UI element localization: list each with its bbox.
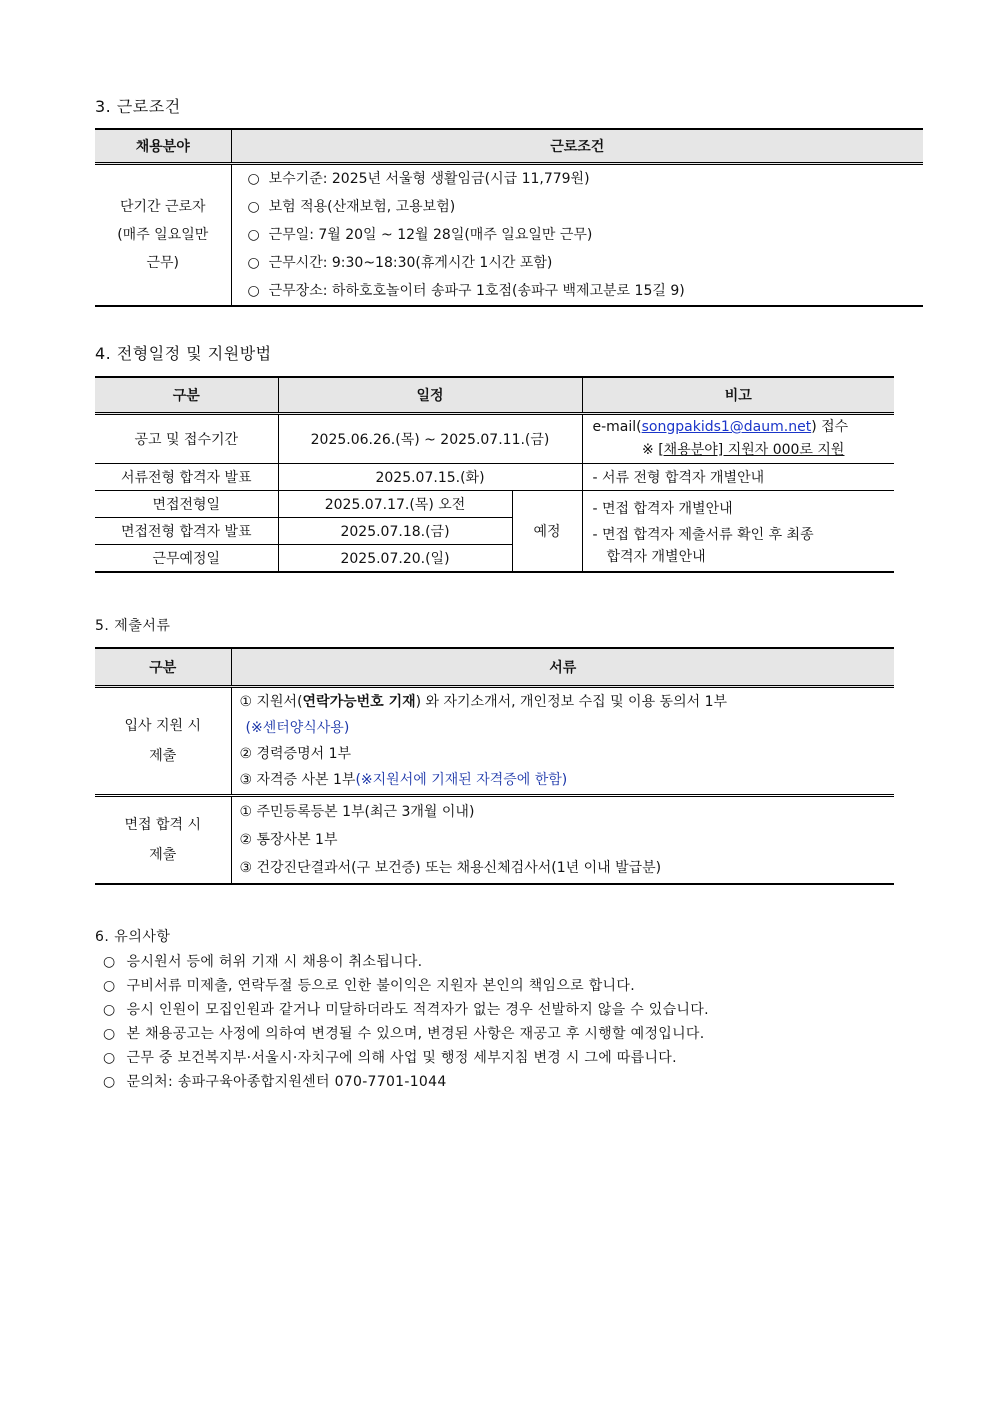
- row-note: - 면접 합격자 개별안내: [592, 501, 733, 517]
- email-line: [593, 416, 895, 438]
- group-label: [95, 687, 231, 796]
- row-label: 근무예정일: [95, 545, 278, 573]
- group-label-line: 제출: [149, 847, 177, 863]
- circle-bullet-icon: ○: [247, 227, 260, 243]
- table-row: [95, 491, 894, 518]
- note-text: 문의처: 송파구육아종합지원센터 070-7701-1044: [126, 1074, 447, 1090]
- reference-mark: ※: [642, 442, 659, 458]
- working-conditions-table: [95, 128, 923, 307]
- section5-title: 5. 제출서류: [95, 618, 171, 634]
- circle-bullet-icon: ○: [103, 1050, 116, 1066]
- header-category: 구분: [95, 377, 278, 414]
- section6-title: 6. 유의사항: [95, 929, 171, 945]
- table-header-row: [95, 648, 894, 687]
- planned-label: 예정: [512, 491, 582, 573]
- email-link[interactable]: songpakids1@daum.net: [641, 419, 812, 435]
- condition-item: [248, 193, 924, 221]
- conditions-cell: [231, 164, 923, 307]
- circle-bullet-icon: ○: [103, 954, 116, 970]
- row-date: 2025.07.20.(일): [278, 545, 512, 573]
- row-label: 면접전형 합격자 발표: [95, 518, 278, 545]
- note-text: 본 채용공고는 사정에 의하여 변경될 수 있으며, 변경된 사항은 재공고 후 시행할 예정입니다.: [126, 1026, 705, 1042]
- doc-text: ① 지원서(: [239, 694, 303, 710]
- condition-item: [248, 249, 924, 277]
- apply-format-note: [593, 438, 895, 462]
- list-item: [103, 1070, 709, 1094]
- condition-item: [248, 277, 924, 305]
- email-prefix: e-mail(: [592, 419, 642, 435]
- header-remarks: 비고: [582, 377, 894, 414]
- circle-bullet-icon: ○: [103, 1002, 116, 1018]
- document-item: [240, 767, 895, 793]
- row-date: 2025.07.15.(화): [278, 464, 582, 491]
- document-item: ③ 건강진단결과서(구 보건증) 또는 채용신체검사서(1년 이내 발급분): [239, 860, 662, 876]
- circle-bullet-icon: ○: [247, 199, 260, 215]
- group-label-line: 면접 합격 시: [124, 817, 202, 833]
- document-item: [240, 689, 895, 715]
- field-cell: [95, 164, 231, 307]
- row-note: - 서류 전형 합격자 개별안내: [582, 464, 894, 491]
- table-row: [95, 796, 894, 885]
- circle-bullet-icon: ○: [103, 1026, 116, 1042]
- note-text: 근무 중 보건복지부·서울시·자치구에 의해 사업 및 행정 세부지침 변경 시 그에 따릅니다.: [126, 1050, 677, 1066]
- document-item: ② 통장사본 1부: [239, 832, 338, 848]
- final-note-line2: 합격자 개별안내: [606, 549, 706, 565]
- documents-cell: [231, 687, 894, 796]
- condition-text: 근무일: 7월 20일 ~ 12월 28일(매주 일요일만 근무): [268, 227, 593, 243]
- email-suffix: ) 접수: [811, 419, 849, 435]
- section4-title: 4. 전형일정 및 지원방법: [95, 344, 272, 363]
- condition-text: 보수기준: 2025년 서울형 생활임금(시급 11,779원): [268, 171, 590, 187]
- field-line: 단기간 근로자: [119, 199, 206, 215]
- doc-text: ) 와 자기소개서, 개인정보 수집 및 이용 동의서 1부: [415, 694, 728, 710]
- condition-text: 보험 적용(산재보험, 고용보험): [268, 199, 456, 215]
- notes-list: [103, 950, 709, 1094]
- header-documents: 서류: [231, 648, 894, 687]
- schedule-table: [95, 376, 894, 573]
- header-category: 구분: [95, 648, 231, 687]
- circle-bullet-icon: ○: [103, 1074, 116, 1090]
- documents-table: [95, 647, 894, 885]
- list-item: [103, 1022, 709, 1046]
- table-row: [95, 414, 894, 464]
- table-header-row: [95, 129, 923, 164]
- document-item: ② 경력증명서 1부: [239, 746, 352, 762]
- circle-bullet-icon: ○: [247, 283, 260, 299]
- field-line: 근무): [146, 255, 179, 271]
- final-note-line1: - 면접 합격자 제출서류 확인 후 최종: [592, 527, 814, 543]
- condition-item: [248, 165, 924, 193]
- note-text: 구비서류 미제출, 연락두절 등으로 인한 불이익은 지원자 본인의 책임으로 합니다.: [126, 978, 635, 994]
- table-row: [95, 464, 894, 491]
- field-line: (매주 일요일만: [117, 227, 209, 243]
- row-label: 공고 및 접수기간: [95, 414, 278, 464]
- documents-cell: [231, 796, 894, 885]
- group-label-line: 입사 지원 시: [124, 718, 202, 734]
- doc-note: (※센터양식사용): [245, 720, 350, 736]
- condition-text: 근무시간: 9:30~18:30(휴게시간 1시간 포함): [268, 255, 553, 271]
- circle-bullet-icon: ○: [103, 978, 116, 994]
- group-label: [95, 796, 231, 885]
- header-schedule: 일정: [278, 377, 582, 414]
- application-note-cell: [582, 414, 894, 464]
- note-text: 응시 인원이 모집인원과 같거나 미달하더라도 적격자가 없는 경우 선발하지 않을 수 있습니다.: [126, 1002, 709, 1018]
- doc-note: (※지원서에 기재된 자격증에 한함): [355, 772, 568, 788]
- list-item: [103, 998, 709, 1022]
- header-field: 채용분야: [95, 129, 231, 164]
- interview-notes-cell: [582, 491, 894, 573]
- apply-format-text: [채용분야] 지원자 000로 지원: [658, 442, 845, 458]
- table-header-row: [95, 377, 894, 414]
- list-item: [103, 974, 709, 998]
- header-conditions: 근로조건: [231, 129, 923, 164]
- section3-title: 3. 근로조건: [95, 97, 181, 116]
- row-label: 서류전형 합격자 발표: [95, 464, 278, 491]
- circle-bullet-icon: ○: [247, 171, 260, 187]
- list-item: [103, 1046, 709, 1070]
- doc-text: ③ 자격증 사본 1부: [239, 772, 356, 788]
- group-label-line: 제출: [149, 748, 177, 764]
- doc-bold-text: 연락가능번호 기재: [302, 694, 416, 710]
- condition-text: 근무장소: 하하호호놀이터 송파구 1호점(송파구 백제고분로 15길 9): [268, 283, 685, 299]
- row-date: 2025.07.18.(금): [278, 518, 512, 545]
- row-date: 2025.06.26.(목) ~ 2025.07.11.(금): [278, 414, 582, 464]
- circle-bullet-icon: ○: [247, 255, 260, 271]
- row-label: 면접전형일: [95, 491, 278, 518]
- row-date: 2025.07.17.(목) 오전: [278, 491, 512, 518]
- note-text: 응시원서 등에 허위 기재 시 채용이 취소됩니다.: [126, 954, 423, 970]
- table-row: [95, 687, 894, 796]
- list-item: [103, 950, 709, 974]
- document-item: ① 주민등록등본 1부(최근 3개월 이내): [239, 804, 475, 820]
- table-row: [95, 164, 923, 307]
- condition-item: [248, 221, 924, 249]
